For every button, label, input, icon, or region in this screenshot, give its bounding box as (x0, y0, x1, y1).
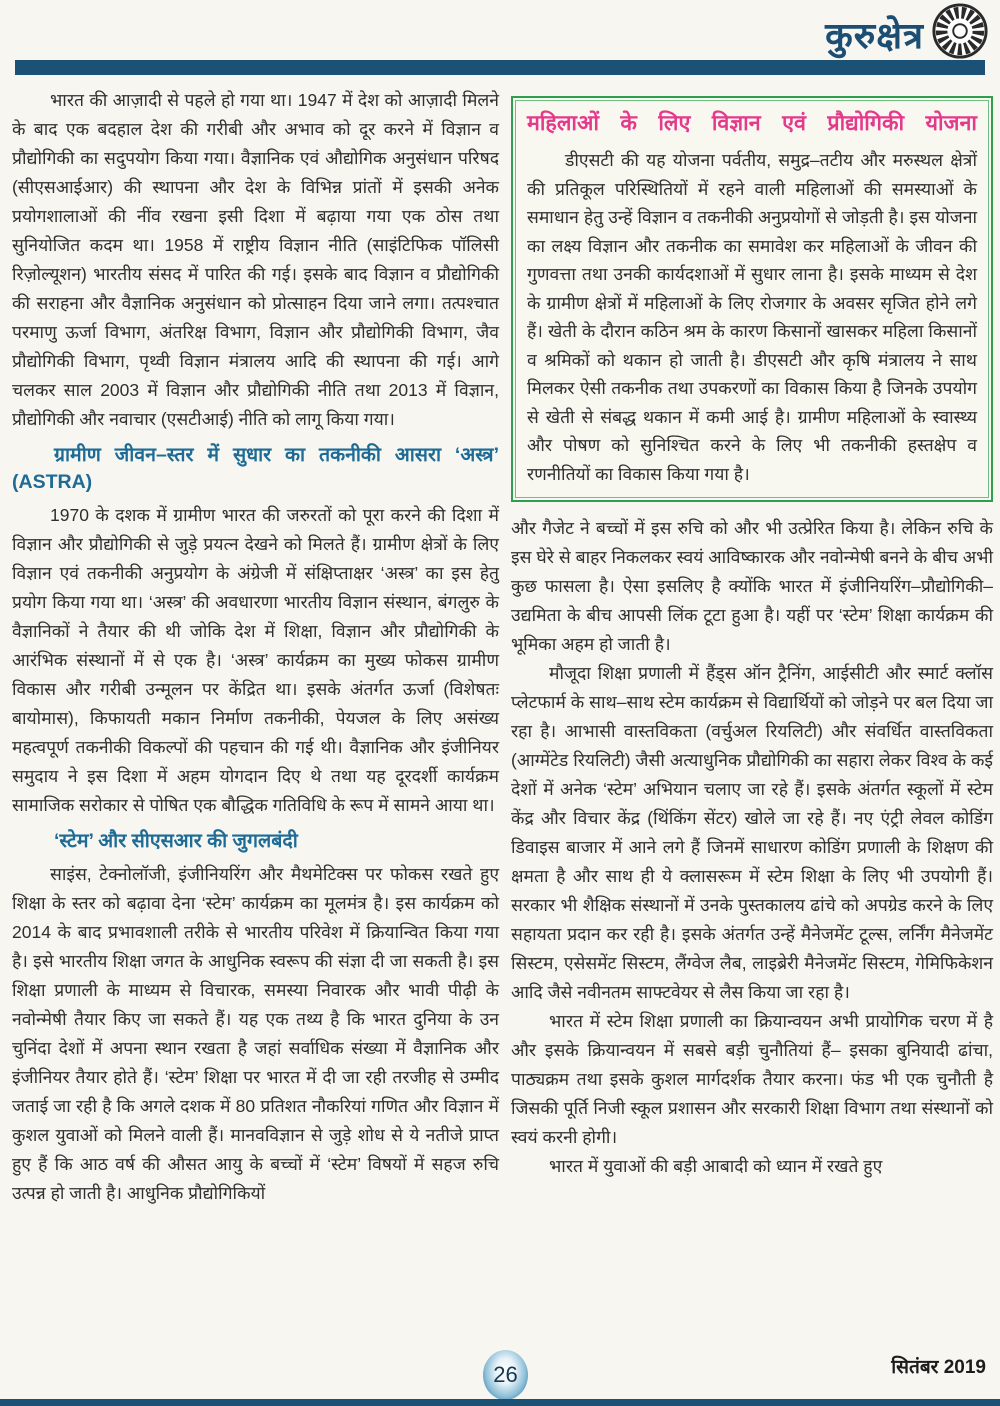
highlight-box-women-st-scheme (511, 96, 993, 502)
footer-rule (0, 1399, 1000, 1406)
kurukshetra-emblem-icon (930, 2, 990, 60)
page-number-badge (483, 1350, 528, 1400)
left-column (12, 86, 499, 1208)
issue-date: सितंबर 2019 (891, 1357, 986, 1378)
section-heading-astra: ग्रामीण जीवन–स्तर में सुधार का तकनीकी आसरा ‘अस्त्र’ (ASTRA) (12, 444, 499, 493)
highlight-box-body: डीएसटी की यह योजना पर्वतीय, समुद्र–तटीय और मरुस्थल क्षेत्रों की प्रतिकूल परिस्थितियों में रहने वाली महिलाओं की समस्याओं के समाधान हेतु उन्हें विज्ञान व तकनीकी अनुप्रयोगों से जोड़ती है। इस योजना का लक्ष्य विज्ञान और तकनीक का समावेश कर महिलाओं के जीवन की गुणवत्ता तथा उनकी कार्यदशाओं में सुधार लाना है। इसके माध्यम से देश के ग्रामीण क्षेत्रों में महिलाओं के लिए रोजगार के अवसर सृजित होने लगे हैं। खेती के दौरान कठिन श्रम के कारण किसानों खासकर महिला किसानों व श्रमिकों को थकान हो जाती है। डीएसटी और कृषि मंत्रालय ने साथ मिलकर ऐसी तकनीक तथा उपकरणों का विकास किया है जिनके उपयोग से खेती से संबद्ध थकान में कमी आई है। ग्रामीण महिलाओं के स्वास्थ्य और पोषण को सुनिश्चित करने के लिए भी तकनीकी हस्तक्षेप व रणनीतियों का विकास किया गया है। (527, 150, 977, 484)
paragraph-challenges: भारत में स्टेम शिक्षा प्रणाली का क्रियान्वयन अभी प्रायोगिक चरण में है और इसके क्रियान्वयन में सबसे बड़ी चुनौतियां हैं– इसका बुनियादी ढांचा, पाठ्यक्रम तथा इसके कुशल मार्गदर्शक तैयार करना। फंड भी एक चुनौती है जिसकी पूर्ति निजी स्कूल प्रशासन और सरकारी शिक्षा विभाग तथा संस्थानों को स्वयं करनी होगी। (511, 1011, 993, 1147)
paragraph-stem: साइंस, टेक्नोलॉजी, इंजीनियरिंग और मैथमेटिक्स पर फोकस रखते हुए शिक्षा के स्तर को बढ़ावा देना ‘स्टेम’ कार्यक्रम का मूलमंत्र है। इस कार्यक्रम को 2014 के बाद प्रभावशाली तरीके से भारतीय परिवेश में क्रियान्वित किया गया है। इसे भारतीय शिक्षा जगत के आधुनिक स्वरूप की संज्ञा दी जा सकती है। इस शिक्षा प्रणाली के माध्यम से विचारक, समस्या निवारक और भावी पीढ़ी के नवोन्मेषी तैयार किए जा सकते हैं। यह एक तथ्य है कि भारत दुनिया के उन चुनिंदा देशों में अपना स्थान रखता है जहां सर्वाधिक संख्या में वैज्ञानिक और इंजीनियर तैयार होते हैं। ‘स्टेम’ शिक्षा पर भारत में दी जा रही तरजीह से उम्मीद जताई जा रही है कि अगले दशक में 80 प्रतिशत नौकरियां गणित और विज्ञान में कुशल युवाओं को मिलने वाली हैं। मानवविज्ञान से जुड़े शोध से ये नतीजे प्राप्त हुए हैं कि आठ वर्ष की औसत आयु के बच्चों में ‘स्टेम’ विषयों में सहज रुचि उत्पन्न हो जाती है। आधुनिक प्रौद्योगिकियों (12, 864, 499, 1203)
paragraph-youth: भारत में युवाओं की बड़ी आबादी को ध्यान में रखते हुए (549, 1156, 883, 1176)
paragraph-gadgets: और गैजेट ने बच्चों में इस रुचि को और भी उत्प्रेरित किया है। लेकिन रुचि के इस घेरे से बाहर निकलकर स्वयं आविष्कारक और नवोन्मेषी बनने के बीच अभी कुछ फासला है। ऐसा इसलिए है क्योंकि भारत में इंजीनियरिंग–प्रौद्योगिकी–उद्यमिता के बीच आपसी लिंक टूटा हुआ है। यहीं पर ‘स्टेम’ शिक्षा कार्यक्रम की भूमिका अहम हो जाती है। (511, 518, 993, 654)
highlight-box-title: महिलाओं के लिए विज्ञान एवं प्रौद्योगिकी योजना (527, 111, 977, 135)
paragraph-education-system: मौजूदा शिक्षा प्रणाली में हैंड्स ऑन ट्रैनिंग, आईसीटी और स्मार्ट क्लॉस प्लेटफार्म के साथ–साथ स्टेम कार्यक्रम से विद्यार्थियों को जोड़ने पर बल दिया जा रहा है। आभासी वास्तविकता (वर्चुअल रियलिटी) और संवर्धित वास्तविकता (आग्मेंटेड रियलिटी) जैसी अत्याधुनिक प्रौद्योगिकी का सहारा लेकर विश्व के कई देशों में अनेक ‘स्टेम’ अभियान चलाए जा रहे हैं। इसके अंतर्गत स्कूलों में स्टेम केंद्र और विचार केंद्र (थिंकिंग सेंटर) खोले जा रहे हैं। नए एंट्री लेवल कोडिंग डिवाइस बाजार में आने लगे हैं जिनमें साधारण कोडिंग प्रणाली के शिक्षण की क्षमता है और साथ ही ये क्लासरूम में स्टेम शिक्षा के लिए भी उपयोगी हैं। सरकार भी शैक्षिक संस्थानों में उनके पुस्तकालय ढांचे को अपग्रेड करने के लिए सहायता प्रदान कर रही है। इसके अंतर्गत उन्हें मैनेजमेंट टूल्स, लर्निंग मैनेजमेंट सिस्टम, एसेसमेंट सिस्टम, लैंग्वेज लैब, लाइब्रेरी मैनेजमेंट सिस्टम, गेमिफिकेशन आदि जैसे नवीनतम साफ्टवेयर से लैस किया जा रहा है। (511, 663, 993, 1002)
right-column (511, 96, 993, 1181)
paragraph-history: भारत की आज़ादी से पहले हो गया था। 1947 में देश को आज़ादी मिलने के बाद एक बदहाल देश की गरीबी और अभाव को दूर करने में विज्ञान व प्रौद्योगिकी का सदुपयोग किया गया। वैज्ञानिक एवं औद्योगिक अनुसंधान परिषद (सीएसआईआर) की स्थापना और देश के विभिन्न प्रांतों में इसकी अनेक प्रयोगशालाओं की नींव रखना इसी दिशा में बढ़ाया गया एक ठोस तथा सुनियोजित कदम था। 1958 में राष्ट्रीय विज्ञान नीति (साइंटिफिक पॉलिसी रिज़ोल्यूशन) भारतीय संसद में पारित की गई। इसके बाद विज्ञान व प्रौद्योगिकी की सराहना और वैज्ञानिक अनुसंधान को प्रोत्साहन दिया जाने लगा। तत्पश्चात परमाणु ऊर्जा विभाग, अंतरिक्ष विभाग, विज्ञान और प्रौद्योगिकी विभाग, जैव प्रौद्योगिकी विभाग, पृथ्वी विज्ञान मंत्रालय आदि की स्थापना की गई। आगे चलकर साल 2003 में विज्ञान और प्रौद्योगिकी नीति तथा 2013 में विज्ञान, प्रौद्योगिकी और नवाचार (एसटीआई) नीति को लागू किया गया। (12, 90, 499, 429)
page-number: 26 (493, 1362, 518, 1387)
paragraph-astra: 1970 के दशक में ग्रामीण भारत की जरुरतों को पूरा करने की दिशा में विज्ञान और प्रौद्योगिकी से जुड़े प्रयत्न देखने को मिलते हैं। ग्रामीण क्षेत्रों के लिए विज्ञान एवं तकनीकी अनुप्रयोग के अंग्रेजी में संक्षिप्ताक्षर ‘अस्त्र’ का इस हेतु प्रयोग किया गया था। ‘अस्त्र’ की अवधारणा भारतीय विज्ञान संस्थान, बंगलुरु के वैज्ञानिकों ने तैयार की थी जोकि देश में शिक्षा, विज्ञान और प्रौद्योगिकी के आरंभिक संस्थानों में से एक है। ‘अस्त्र’ कार्यक्रम का मुख्य फोकस ग्रामीण विकास और गरीबी उन्मूलन पर केंद्रित था। इसके अंतर्गत ऊर्जा (विशेषतः बायोमास), किफायती मकान निर्माण तकनीकी, पेयजल के लिए असंख्य महत्वपूर्ण तकनीकी विकल्पों की पहचान की गई थी। वैज्ञानिक और इंजीनियर समुदाय ने इस दिशा में अहम योगदान दिए थे तथा यह दूरदर्शी कार्यक्रम सामाजिक सरोकार से पोषित एक बौद्धिक गतिविधि के रूप में सामने आया था। (12, 505, 499, 815)
masthead-title: कुरुक्षेत्र (825, 15, 924, 56)
header-rule (15, 60, 985, 75)
section-heading-stem-csr: ‘स्टेम’ और सीएसआर की जुगलबंदी (54, 830, 298, 852)
